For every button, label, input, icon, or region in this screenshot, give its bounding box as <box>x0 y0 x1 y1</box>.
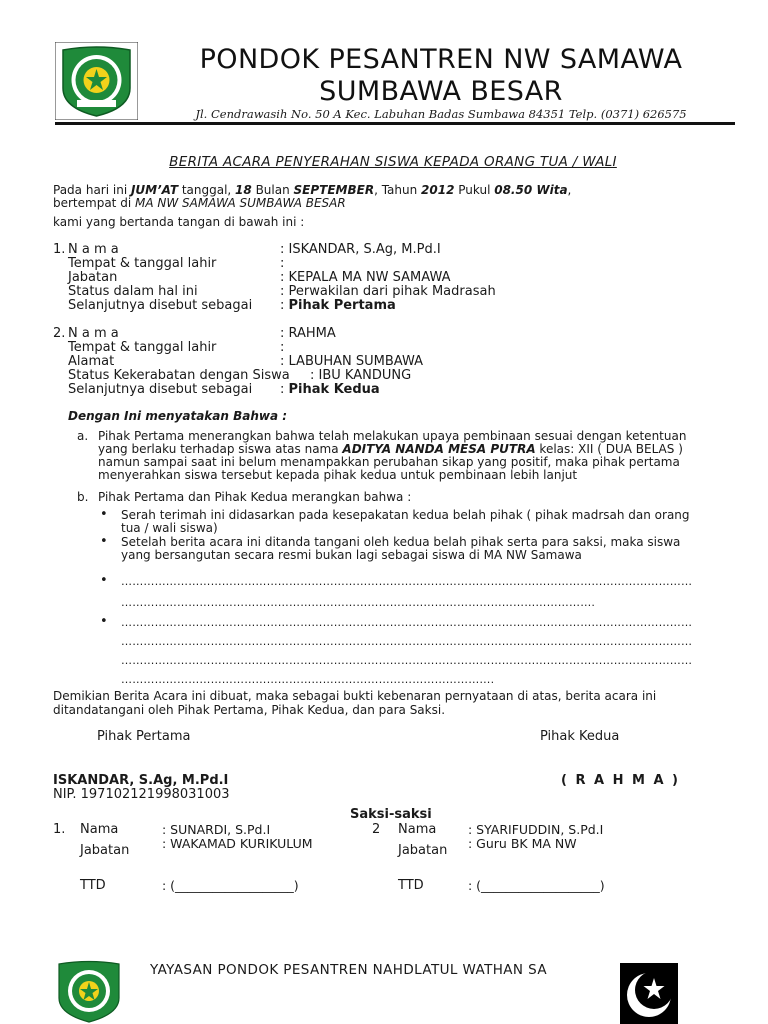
party2-label-name: N a m a <box>68 326 119 341</box>
party1-label-position: Jabatan <box>68 270 118 285</box>
witness2-ttd-label: TTD <box>398 878 424 893</box>
party1-status: : Perwakilan dari pihak Madrasah <box>280 284 496 299</box>
blank-line: ………………………………………………………………………………………………………………. <box>121 596 596 609</box>
party2-label-address: Alamat <box>68 354 115 369</box>
intro-day: JUM’AT <box>130 183 179 197</box>
witness2-name: : SYARIFUDDIN, S.Pd.I <box>468 822 604 837</box>
bullet-4-glyph: • <box>100 614 108 629</box>
witnesses-heading: Saksi-saksi <box>350 807 432 822</box>
point-a-line4: menyerahkan siswa tersebut kepada pihak kedua untuk pembinaan lebih lanjut <box>98 468 578 482</box>
party2-designation-line: : Pihak Kedua <box>280 382 380 397</box>
party2-name: : RAHMA <box>280 326 336 341</box>
party2-label-designation: Selanjutnya disebut sebagai <box>68 382 253 397</box>
bullet-1-glyph: • <box>100 507 108 522</box>
party2-number: 2. <box>53 326 66 341</box>
party2-address: : LABUHAN SUMBAWA <box>280 354 424 369</box>
party2-birth: : <box>280 340 285 355</box>
point-b-intro: Pihak Pertama dan Pihak Kedua merangkan bahwa : <box>98 490 412 504</box>
party1-name: : ISKANDAR, S.Ag, M.Pd.I <box>280 242 441 257</box>
party1-label-designation: Selanjutnya disebut sebagai <box>68 298 253 313</box>
blank-line: ………………………………………………………………………………………. <box>121 673 495 686</box>
footer-logo <box>55 960 123 1024</box>
witness2-job: : Guru BK MA NW <box>468 836 577 851</box>
statement-heading: Dengan Ini menyatakan Bahwa : <box>68 409 288 423</box>
point-b-marker: b. <box>77 490 89 504</box>
witness2-signature-line: : (___________________) <box>468 878 605 893</box>
point-a-line3: namun sampai saat ini belum menampakkan perubahan sikap yang positif, maka pihak pertama <box>98 455 680 469</box>
witness2-job-label: Jabatan <box>398 843 448 858</box>
blank-line: ……………………………………………………………………………………………………………………………………… <box>121 635 693 648</box>
school-city: SUMBAWA BESAR <box>319 76 563 107</box>
sign-left-nip: NIP. 197102121998031003 <box>53 787 230 802</box>
bullet-1-line1: Serah terimah ini didasarkan pada kesepakatan kedua belah pihak ( pihak madrsah dan orang <box>121 508 690 522</box>
witness1-number: 1. <box>53 822 66 837</box>
blank-line: ……………………………………………………………………………………………………………………………………… <box>121 575 693 588</box>
point-a-marker: a. <box>77 429 89 443</box>
witness1-job: : WAKAMAD KURIKULUM <box>162 836 313 851</box>
intro-date: 18 <box>235 183 252 197</box>
party1-label-name: N a m a <box>68 242 119 257</box>
intro-month: SEPTEMBER <box>293 183 375 197</box>
party2-label-birth: Tempat & tanggal lahir <box>68 340 217 355</box>
closing-line2: ditandatangani oleh Pihak Pertama, Pihak Kedua, dan para Saksi. <box>53 703 446 717</box>
intro-place: MA NW SAMAWA SUMBAWA BESAR <box>134 196 346 210</box>
party1-designation-line: : Pihak Pertama <box>280 298 396 313</box>
party1-designation: Pihak Pertama <box>288 298 396 313</box>
sign-left-role: Pihak Pertama <box>97 729 191 744</box>
student-name: ADITYA NANDA MESA PUTRA <box>342 442 536 456</box>
school-address: Jl. Cendrawasih No. 50 A Kec. Labuhan Badas Sumbawa 84351 Telp. (0371) 626575 <box>195 107 687 121</box>
party2-relation: : IBU KANDUNG <box>310 368 412 383</box>
sign-right-role: Pihak Kedua <box>540 729 620 744</box>
intro-line: Pada hari ini JUM’AT tanggal, 18 Bulan SEPTEMBER, Tahun 2012 Pukul 08.50 Wita, <box>53 183 572 197</box>
sign-right-name: ( R A H M A ) <box>561 773 680 788</box>
intro-time: 08.50 Wita <box>494 183 568 197</box>
party1-number: 1. <box>53 242 66 257</box>
witness2-name-label: Nama <box>398 822 437 837</box>
blank-line: ……………………………………………………………………………………………………………………………………… <box>121 654 693 667</box>
bullet-2-line1: Setelah berita acara ini ditanda tangani oleh kedua belah pihak serta para saksi, maka siswa <box>121 535 681 549</box>
party1-label-birth: Tempat & tanggal lahir <box>68 256 217 271</box>
intro-year: 2012 <box>421 183 455 197</box>
bullet-1-line2: tua / wali siswa) <box>121 521 218 535</box>
document-title: BERITA ACARA PENYERAHAN SISWA KEPADA ORANG TUA / WALI <box>169 154 617 170</box>
party1-birth: : <box>280 256 285 271</box>
point-a-line2: yang berlaku terhadap siswa atas nama ADITYA NANDA MESA PUTRA kelas: XII ( DUA BELAS ) <box>98 442 683 456</box>
witness1-signature-line: : (___________________) <box>162 878 299 893</box>
footer-foundation-name: YAYASAN PONDOK PESANTREN NAHDLATUL WATHAN SA <box>150 962 547 978</box>
witness1-ttd-label: TTD <box>80 878 106 893</box>
party1-label-status: Status dalam hal ini <box>68 284 198 299</box>
party2-designation: Pihak Kedua <box>288 382 380 397</box>
closing-line1: Demikian Berita Acara ini dibuat, maka sebagai bukti kebenaran pernyataan di atas, berita acara ini <box>53 689 657 703</box>
intro-place-line: bertempat di MA NW SAMAWA SUMBAWA BESAR <box>53 196 346 210</box>
crescent-star-emblem <box>620 963 678 1024</box>
witness1-name-label: Nama <box>80 822 119 837</box>
witness1-job-label: Jabatan <box>80 843 130 858</box>
blank-line: ……………………………………………………………………………………………………………………………………… <box>121 616 693 629</box>
party1-position: : KEPALA MA NW SAMAWA <box>280 270 451 285</box>
witness2-number: 2 <box>372 822 381 837</box>
bullet-2-line2: yang bersangutan secara resmi bukan lagi sebagai siswa di MA NW Samawa <box>121 548 582 562</box>
sign-left-name: ISKANDAR, S.Ag, M.Pd.I <box>53 773 229 788</box>
bullet-2-glyph: • <box>100 534 108 549</box>
school-name: PONDOK PESANTREN NW SAMAWA <box>199 44 683 75</box>
bullet-3-glyph: • <box>100 573 108 588</box>
witness1-name: : SUNARDI, S.Pd.I <box>162 822 271 837</box>
header-divider <box>55 122 735 125</box>
party2-label-relation: Status Kekerabatan dengan Siswa <box>68 368 290 383</box>
intro-signers-line: kami yang bertanda tangan di bawah ini : <box>53 215 305 229</box>
point-a-line1: Pihak Pertama menerangkan bahwa telah melakukan upaya pembinaan sesuai dengan ketentuan <box>98 429 687 443</box>
